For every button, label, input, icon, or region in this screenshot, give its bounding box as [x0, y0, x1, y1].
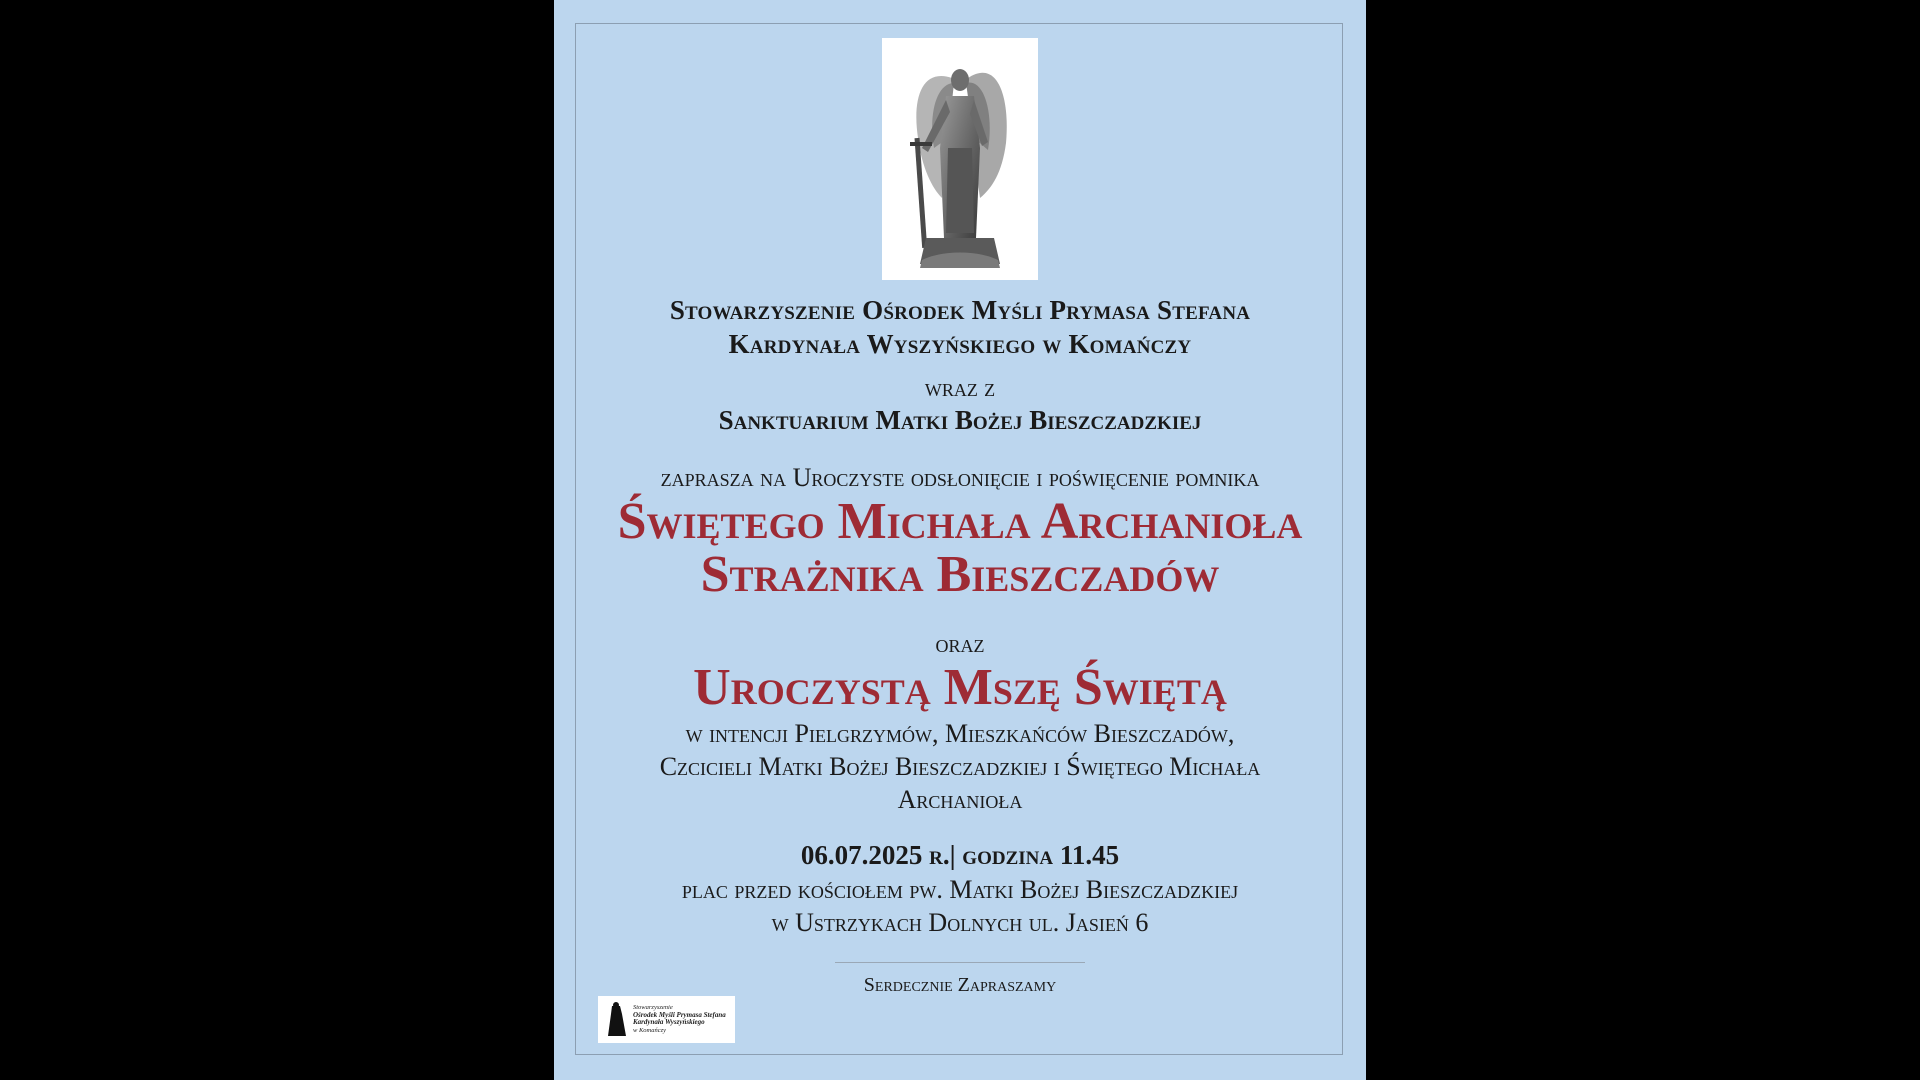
organization-line-1: Stowarzyszenie Ośrodek Myśli Prymasa Stefana	[669, 295, 1251, 325]
invitation-text: zaprasza na Uroczyste odsłonięcie i poświęcenie pomnika	[660, 463, 1260, 492]
intention-text	[554, 717, 1366, 816]
with-text: wraz z	[924, 375, 996, 402]
logo-text	[633, 1004, 733, 1034]
event-location	[554, 873, 1366, 939]
archangel-statue-image	[882, 38, 1038, 280]
logo-line-3: Kardynała Wyszyńskiego	[633, 1018, 705, 1026]
organization-name	[554, 293, 1366, 361]
closing-text: Serdecznie Zapraszamy	[863, 974, 1057, 996]
divider	[835, 962, 1085, 963]
logo-line-1: Stowarzyszenie	[633, 1004, 673, 1011]
organization-logo	[598, 996, 735, 1043]
location-line-1: plac przed kościołem pw. Matki Bożej Bieszczadzkiej	[681, 875, 1239, 904]
monument-title-line-2: Strażnika Bieszczadów	[700, 546, 1220, 603]
poster	[554, 0, 1366, 1080]
intention-line-1: w intencji Pielgrzymów, Mieszkańców Bieszczadów,	[685, 719, 1235, 748]
logo-line-2: Ośrodek Myśli Prymasa Stefana	[633, 1010, 726, 1019]
logo-line-4: w Komańczy	[633, 1026, 667, 1034]
organization-line-2: Kardynała Wyszyńskiego w Komańczy	[728, 329, 1192, 359]
location-line-2: w Ustrzykach Dolnych ul. Jasień 6	[771, 908, 1149, 937]
and-text: oraz	[935, 629, 985, 658]
sanctuary-name: Sanktuarium Matki Bożej Bieszczadzkiej	[718, 405, 1202, 435]
intention-line-2: Czcicieli Matki Bożej Bieszczadzkiej i Świętego Michała	[659, 752, 1261, 781]
monument-title-line-1: Świętego Michała Archanioła	[617, 493, 1303, 550]
event-date-time: 06.07.2025 r.| godzina 11.45	[800, 840, 1120, 870]
mass-title: Uroczystą Mszę Świętą	[693, 659, 1227, 716]
intention-line-3: Archanioła	[897, 785, 1023, 814]
